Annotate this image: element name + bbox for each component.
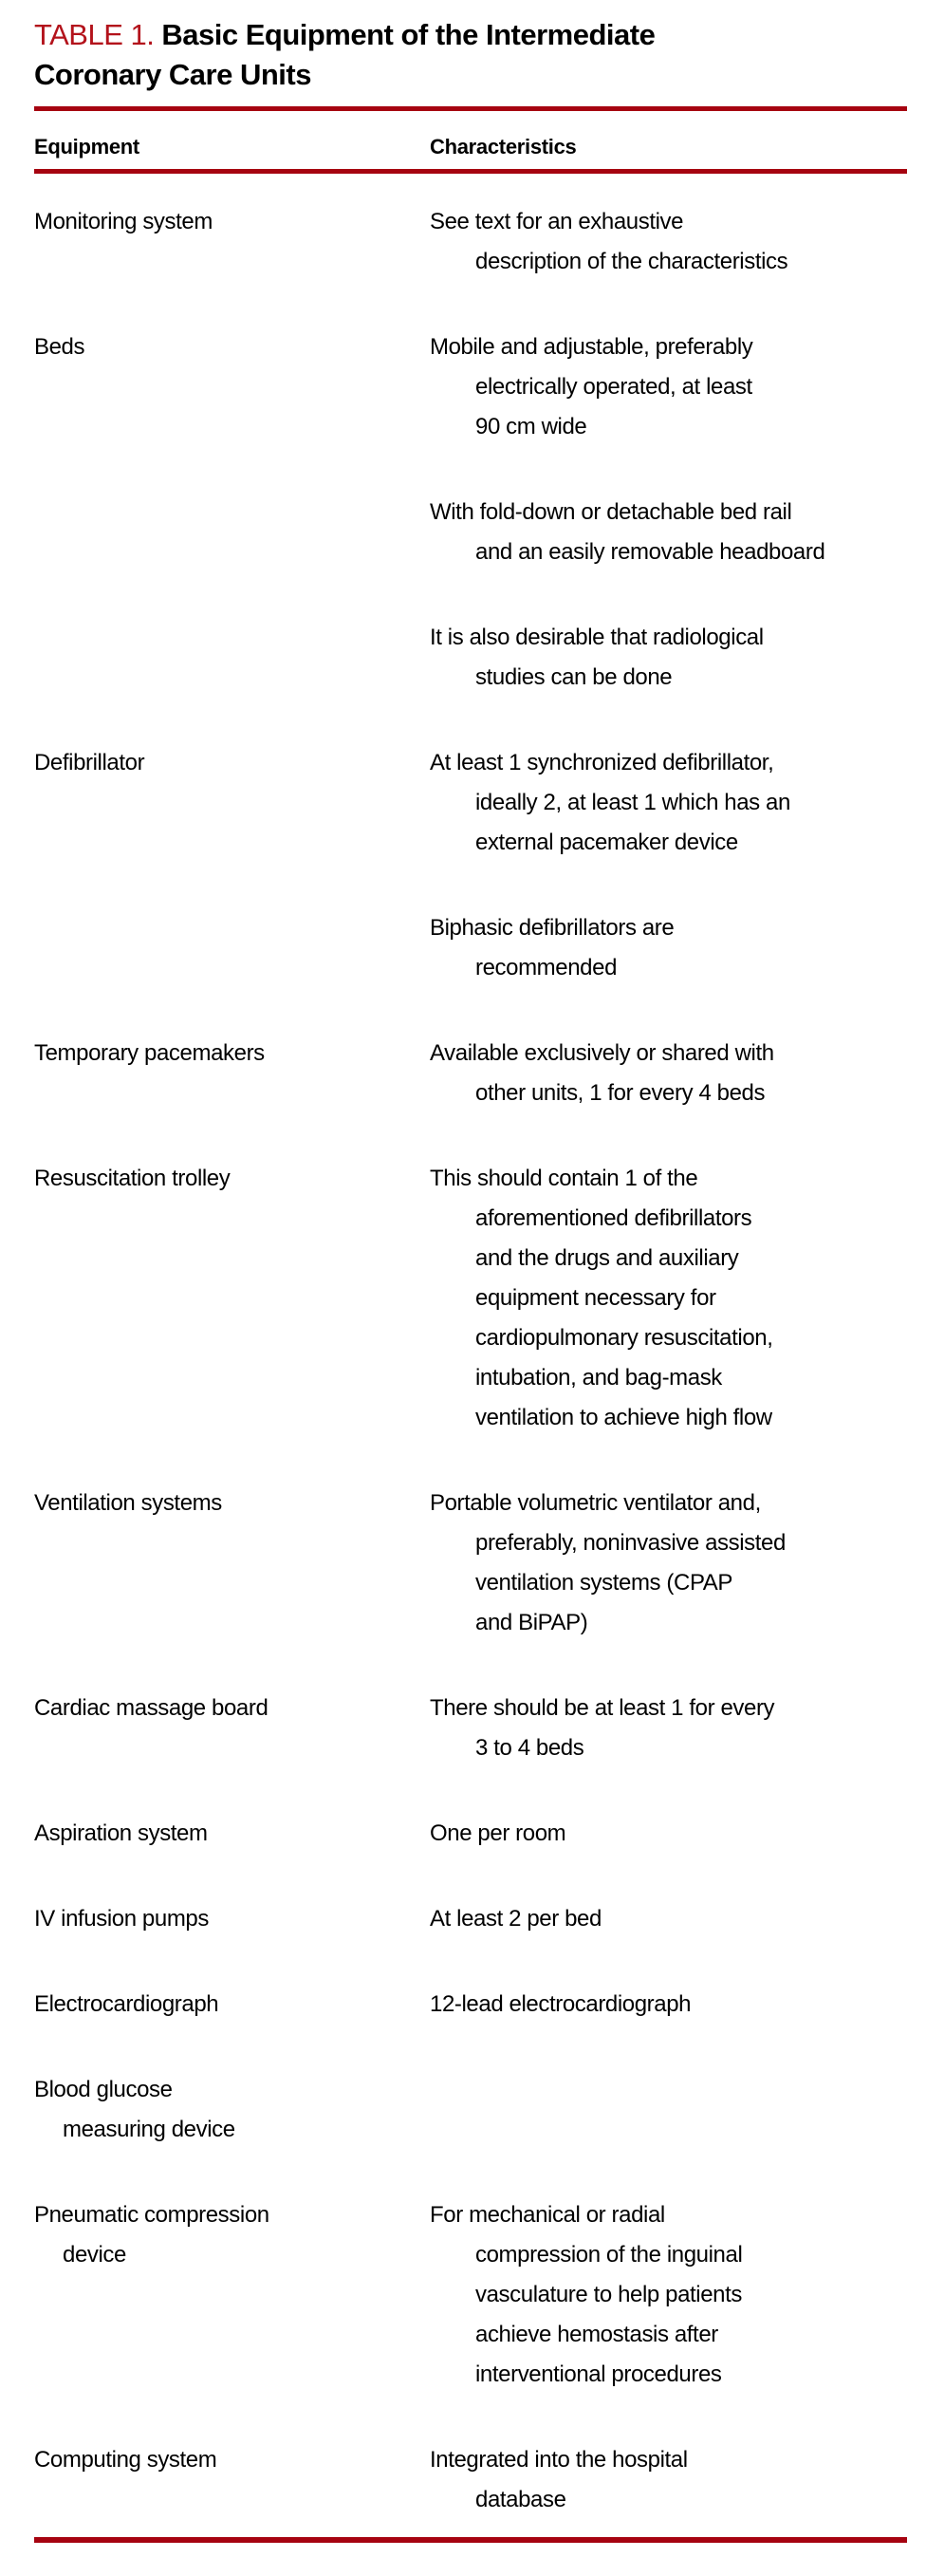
characteristics-paragraph: [430, 1689, 907, 1768]
equipment-cell: [34, 2070, 430, 2150]
table-row: [34, 1814, 907, 1854]
divider-header: [34, 169, 907, 174]
equipment-cell: [34, 1814, 430, 1854]
divider-top: [34, 106, 907, 111]
table-row: [34, 2070, 907, 2150]
characteristics-line: 90 cm wide: [475, 414, 587, 439]
characteristics-line: This should contain 1 of the: [430, 1166, 698, 1191]
equipment-line: Electrocardiograph: [34, 1991, 219, 2017]
characteristics-line: See text for an exhaustive: [430, 209, 684, 234]
table-body: [34, 202, 907, 2520]
characteristics-paragraph: [430, 327, 907, 447]
equipment-line: Blood glucose: [34, 2077, 173, 2102]
equipment-cell: [34, 2195, 430, 2395]
characteristics-line: and BiPAP): [475, 1610, 588, 1635]
characteristics-line: At least 2 per bed: [430, 1906, 602, 1932]
characteristics-line: preferably, noninvasive assisted: [475, 1530, 786, 1556]
characteristics-line: and an easily removable headboard: [475, 539, 825, 565]
characteristics-line: Portable volumetric ventilator and,: [430, 1490, 761, 1516]
characteristics-line: One per room: [430, 1820, 566, 1846]
characteristics-line: achieve hemostasis after: [475, 2322, 718, 2347]
characteristics-cell: [430, 1689, 907, 1768]
characteristics-line: intubation, and bag-mask: [475, 1365, 722, 1391]
characteristics-paragraph: [430, 202, 907, 282]
characteristics-cell: [430, 1159, 907, 1438]
equipment-line: Pneumatic compression: [34, 2202, 269, 2228]
characteristics-line: description of the characteristics: [475, 249, 788, 274]
characteristics-line: other units, 1 for every 4 beds: [475, 1080, 766, 1106]
table-row: [34, 202, 907, 282]
characteristics-line: Mobile and adjustable, preferably: [430, 334, 753, 360]
characteristics-line: Biphasic defibrillators are: [430, 915, 675, 941]
characteristics-line: At least 1 synchronized defibrillator,: [430, 750, 774, 775]
characteristics-paragraph: [430, 743, 907, 863]
characteristics-line: ventilation to achieve high flow: [475, 1405, 772, 1430]
table-number-label: TABLE 1.: [34, 18, 155, 51]
characteristics-paragraph: [430, 493, 907, 572]
table-row: [34, 1159, 907, 1438]
characteristics-line: equipment necessary for: [475, 1285, 716, 1311]
characteristics-line: interventional procedures: [475, 2361, 722, 2387]
characteristics-cell: [430, 1034, 907, 1113]
characteristics-cell: [430, 1985, 907, 2025]
table-row: [34, 1484, 907, 1643]
equipment-cell: [34, 2440, 430, 2520]
equipment-cell: [34, 1899, 430, 1939]
characteristics-line: 12-lead electrocardiograph: [430, 1991, 692, 2017]
table-row: [34, 1689, 907, 1768]
characteristics-line: 3 to 4 beds: [475, 1735, 584, 1761]
column-header-characteristics: Characteristics: [430, 135, 577, 159]
equipment-cell: [34, 1159, 430, 1438]
equipment-cell: [34, 743, 430, 988]
table-row: [34, 1985, 907, 2025]
characteristics-paragraph: [430, 908, 907, 988]
equipment-line: Beds: [34, 334, 85, 360]
characteristics-paragraph: [430, 2440, 907, 2520]
characteristics-line: Integrated into the hospital: [430, 2447, 688, 2473]
equipment-line: Monitoring system: [34, 209, 213, 234]
table-row: [34, 2440, 907, 2520]
equipment-line: Defibrillator: [34, 750, 145, 775]
equipment-line: Ventilation systems: [34, 1490, 222, 1516]
table-title-line2: Coronary Care Units: [34, 58, 311, 91]
characteristics-cell: [430, 2070, 907, 2150]
characteristics-cell: [430, 202, 907, 282]
equipment-line: Cardiac massage board: [34, 1695, 269, 1721]
column-header-row: [34, 128, 907, 166]
table-row: [34, 1899, 907, 1939]
characteristics-paragraph: [430, 1814, 907, 1854]
characteristics-cell: [430, 2440, 907, 2520]
equipment-line: IV infusion pumps: [34, 1906, 209, 1932]
table-row: [34, 2195, 907, 2395]
characteristics-line: With fold-down or detachable bed rail: [430, 499, 792, 525]
characteristics-line: There should be at least 1 for every: [430, 1695, 775, 1721]
equipment-cell: [34, 202, 430, 282]
characteristics-cell: [430, 1484, 907, 1643]
equipment-cell: [34, 1484, 430, 1643]
characteristics-cell: [430, 327, 907, 698]
column-header-equipment: Equipment: [34, 135, 139, 159]
characteristics-line: electrically operated, at least: [475, 374, 752, 400]
characteristics-cell: [430, 2195, 907, 2395]
characteristics-paragraph: [430, 1484, 907, 1643]
characteristics-paragraph: [430, 1159, 907, 1438]
equipment-line: Computing system: [34, 2447, 217, 2473]
characteristics-line: and the drugs and auxiliary: [475, 1245, 739, 1271]
characteristics-line: database: [475, 2487, 566, 2512]
characteristics-line: ideally 2, at least 1 which has an: [475, 790, 790, 815]
characteristics-line: Available exclusively or shared with: [430, 1040, 774, 1066]
characteristics-paragraph: [430, 1899, 907, 1939]
equipment-cell: [34, 1034, 430, 1113]
characteristics-line: ventilation systems (CPAP: [475, 1570, 732, 1596]
equipment-line: Temporary pacemakers: [34, 1040, 265, 1066]
characteristics-paragraph: [430, 2195, 907, 2395]
table-row: [34, 1034, 907, 1113]
equipment-line: Aspiration system: [34, 1820, 208, 1846]
characteristics-line: cardiopulmonary resuscitation,: [475, 1325, 773, 1351]
table-row: [34, 743, 907, 988]
table-title: [34, 15, 907, 95]
characteristics-line: recommended: [475, 955, 618, 980]
characteristics-line: vasculature to help patients: [475, 2282, 742, 2307]
characteristics-line: studies can be done: [475, 664, 673, 690]
characteristics-cell: [430, 1814, 907, 1854]
characteristics-line: It is also desirable that radiological: [430, 625, 764, 650]
characteristics-paragraph: [430, 618, 907, 698]
characteristics-line: For mechanical or radial: [430, 2202, 665, 2228]
characteristics-paragraph: [430, 1985, 907, 2025]
equipment-line: measuring device: [63, 2117, 235, 2142]
divider-bottom: [34, 2537, 907, 2543]
equipment-cell: [34, 327, 430, 698]
equipment-line: Resuscitation trolley: [34, 1166, 231, 1191]
characteristics-line: external pacemaker device: [475, 830, 738, 855]
characteristics-cell: [430, 743, 907, 988]
equipment-line: device: [63, 2242, 126, 2268]
characteristics-cell: [430, 1899, 907, 1939]
equipment-cell: [34, 1689, 430, 1768]
equipment-cell: [34, 1985, 430, 2025]
characteristics-paragraph: [430, 1034, 907, 1113]
characteristics-line: aforementioned defibrillators: [475, 1205, 752, 1231]
table-title-line1: Basic Equipment of the Intermediate: [161, 18, 656, 51]
table-figure: [0, 15, 926, 2543]
table-row: [34, 327, 907, 698]
characteristics-line: compression of the inguinal: [475, 2242, 743, 2268]
